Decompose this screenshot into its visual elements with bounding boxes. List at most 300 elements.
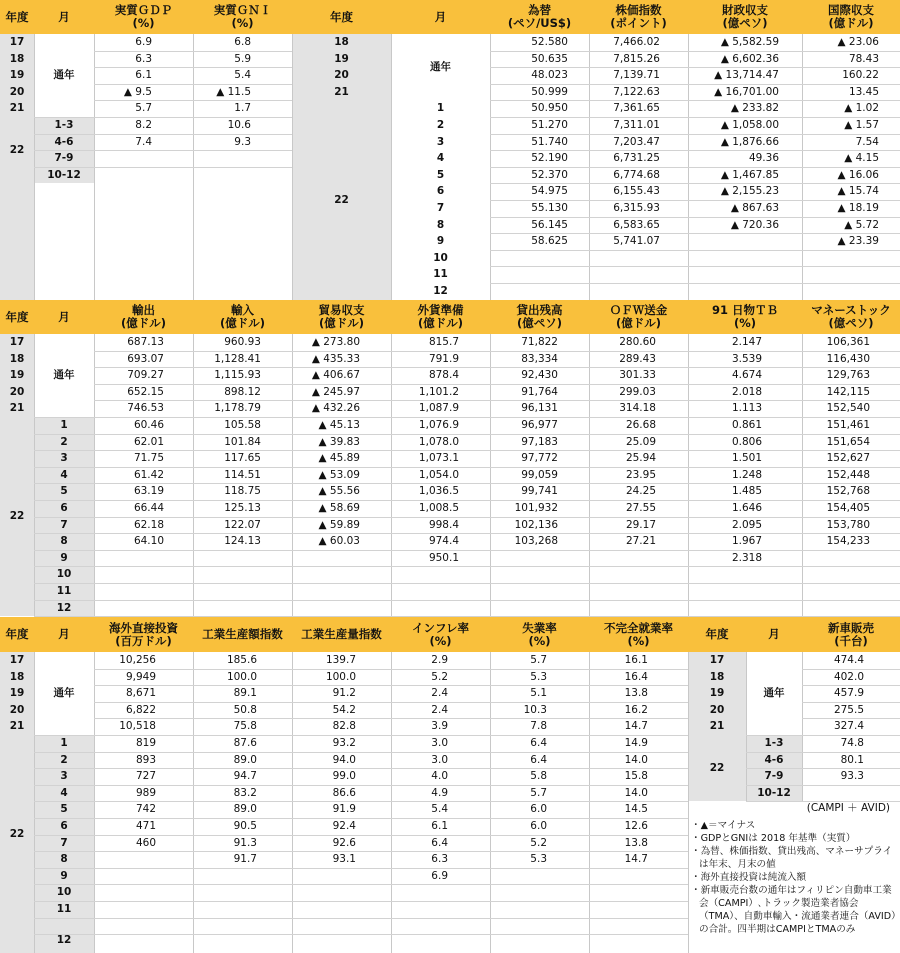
imports-value: 117.65 xyxy=(224,452,261,465)
gni-value: 5.4 xyxy=(234,69,251,82)
footnote: ・GDPとGNIは 2018 年基準（実質） xyxy=(691,833,856,844)
tbill-value: 4.674 xyxy=(731,369,762,382)
industry-header-month2: 月 xyxy=(768,627,780,641)
exports-value: 62.01 xyxy=(133,435,164,448)
month-label: 6 xyxy=(60,502,68,514)
balance-value: ▲ 273.80 xyxy=(311,336,360,348)
trade-header-loans: 貸出残高 (億ペソ) xyxy=(516,303,563,330)
fx-value: 54.975 xyxy=(531,185,568,198)
month-label: 7 xyxy=(436,202,445,214)
balance-value: ▲ 59.89 xyxy=(318,518,360,531)
tbill-value: 2.147 xyxy=(731,336,762,348)
year-label: 22 xyxy=(9,143,25,156)
month-label: 4-6 xyxy=(54,135,74,148)
fx-value: 52.580 xyxy=(531,36,568,48)
month-label: 12 xyxy=(56,934,72,947)
unemp-value: 5.1 xyxy=(530,687,547,700)
macro-section xyxy=(0,0,900,300)
car-year-label: 17 xyxy=(709,654,725,666)
industry-header-fdi: 海外直接投資 (百万ドル) xyxy=(109,620,178,648)
tbill-value: 0.806 xyxy=(731,435,762,448)
money-value: 151,654 xyxy=(826,435,870,448)
fiscal-value: ▲ 1,058.00 xyxy=(720,119,779,131)
industry-header-prod-volume: 工業生産量指数 xyxy=(301,627,382,641)
fx-value: 58.625 xyxy=(531,235,568,248)
fdi-value: 727 xyxy=(135,770,156,783)
gni-value: ▲ 11.5 xyxy=(216,85,251,98)
industry-header-cars: 新車販売 (千台) xyxy=(828,620,874,648)
car-year-label: 22 xyxy=(709,761,725,774)
month-label: 通年 xyxy=(430,60,451,73)
industry-header-year2: 年度 xyxy=(705,627,729,641)
ofw-value: 25.09 xyxy=(625,435,656,448)
gdp-value: 7.4 xyxy=(135,135,152,148)
tbill-value: 1.967 xyxy=(731,535,762,548)
month-label: 9 xyxy=(60,869,68,882)
fdi-value: 8,671 xyxy=(125,687,156,700)
loans-value: 99,059 xyxy=(521,468,558,481)
fx-value: 50.999 xyxy=(531,85,568,98)
exports-value: 63.19 xyxy=(133,485,164,498)
macro-header-year: 年度 xyxy=(5,9,29,24)
prod-volume-value: 139.7 xyxy=(325,654,356,666)
stock-value: 7,815.26 xyxy=(613,52,660,65)
bop-value: ▲ 23.06 xyxy=(837,36,879,48)
exports-value: 71.75 xyxy=(133,452,164,465)
prod-volume-value: 54.2 xyxy=(332,703,356,716)
year-label: 20 xyxy=(9,85,25,98)
fiscal-value: ▲ 867.63 xyxy=(730,202,779,214)
year-label: 17 xyxy=(9,336,25,348)
exports-value: 746.53 xyxy=(127,402,164,415)
underemp-value: 16.2 xyxy=(624,703,648,716)
year-label: 22 xyxy=(9,510,25,523)
tbill-value: 2.318 xyxy=(731,551,762,564)
car-sales-value: 457.9 xyxy=(833,687,864,700)
car-year-label: 19 xyxy=(709,687,725,700)
loans-value: 101,932 xyxy=(514,502,558,514)
car-year-label: 18 xyxy=(709,670,725,683)
stock-value: 5,741.07 xyxy=(613,235,660,248)
prod-volume-value: 86.6 xyxy=(332,786,356,799)
ofw-value: 301.33 xyxy=(619,369,656,382)
gdp-value: 6.3 xyxy=(135,52,152,65)
month-label: 7 xyxy=(60,836,68,849)
stock-value: 6,315.93 xyxy=(613,202,660,214)
row-rule xyxy=(34,600,900,601)
month-label: 3 xyxy=(60,770,68,783)
industry-header-prod-value: 工業生産額指数 xyxy=(202,627,283,641)
fiscal-value: ▲ 5,582.59 xyxy=(720,36,779,48)
car-sales-value: 93.3 xyxy=(840,770,864,783)
prod-volume-value: 92.4 xyxy=(332,820,356,832)
unemp-value: 5.7 xyxy=(530,786,547,799)
car-sales-value: 327.4 xyxy=(833,720,864,733)
fdi-value: 9,949 xyxy=(125,670,156,683)
tbill-value: 2.095 xyxy=(731,518,762,531)
prod-volume-value: 100.0 xyxy=(325,670,356,683)
macro-header-bop: 国際収支 (億ドル) xyxy=(828,3,874,30)
fx-value: 51.270 xyxy=(531,119,568,131)
balance-value: ▲ 60.03 xyxy=(318,535,360,548)
prod-value-value: 50.8 xyxy=(233,703,257,716)
trade-header-month: 月 xyxy=(58,309,70,324)
month-label: 9 xyxy=(436,235,445,248)
month-label: 8 xyxy=(60,535,68,548)
fdi-value: 893 xyxy=(135,753,156,766)
inflation-value: 3.0 xyxy=(431,753,448,766)
month-label: 通年 xyxy=(53,369,75,382)
year-label: 21 xyxy=(9,720,25,733)
month-label: 2 xyxy=(60,753,68,766)
exports-value: 652.15 xyxy=(127,385,164,398)
reserves-value: 815.7 xyxy=(428,336,459,348)
fiscal-value: ▲ 16,701.00 xyxy=(714,85,779,98)
month-label: 6 xyxy=(60,820,68,832)
fdi-value: 10,256 xyxy=(119,654,156,666)
fiscal-value: ▲ 1,467.85 xyxy=(720,168,779,181)
fiscal-value: 49.36 xyxy=(748,152,779,165)
prod-value-value: 90.5 xyxy=(233,820,257,832)
balance-value: ▲ 45.13 xyxy=(318,419,360,431)
month-label: 8 xyxy=(60,853,68,866)
macro-header-month: 月 xyxy=(58,9,70,24)
inflation-value: 6.3 xyxy=(431,853,448,866)
unemp-value: 5.7 xyxy=(530,654,547,666)
prod-volume-value: 93.2 xyxy=(332,737,356,749)
month-label: 12 xyxy=(433,285,448,297)
month-label: 11 xyxy=(433,268,448,281)
underemp-value: 12.6 xyxy=(624,820,648,832)
inflation-value: 2.9 xyxy=(431,654,448,666)
fdi-value: 460 xyxy=(135,836,156,849)
row-rule xyxy=(34,884,688,885)
prod-value-value: 75.8 xyxy=(233,720,257,733)
month-label: 6 xyxy=(436,185,445,198)
bop-value: 160.22 xyxy=(842,69,879,82)
tbill-value: 1.646 xyxy=(731,502,762,514)
money-value: 151,461 xyxy=(826,419,870,431)
gni-value: 10.6 xyxy=(227,119,251,131)
car-month-label: 通年 xyxy=(763,687,785,700)
year-label: 19 xyxy=(334,52,349,65)
reserves-value: 1,073.1 xyxy=(418,452,459,465)
fdi-value: 10,518 xyxy=(119,720,156,733)
row-rule xyxy=(490,283,900,284)
month-label: 4 xyxy=(436,152,445,165)
tbill-value: 1.485 xyxy=(731,485,762,498)
month-label: 7 xyxy=(60,518,68,531)
underemp-value: 16.4 xyxy=(624,670,648,683)
imports-value: 960.93 xyxy=(224,336,261,348)
gdp-value: 8.2 xyxy=(135,119,152,131)
bop-value: 13.45 xyxy=(848,85,879,98)
imports-value: 105.58 xyxy=(224,419,261,431)
ofw-value: 27.55 xyxy=(625,502,656,514)
year-label: 18 xyxy=(9,52,25,65)
reserves-value: 950.1 xyxy=(428,551,459,564)
month-label: 10 xyxy=(56,886,72,899)
row-rule xyxy=(746,801,900,802)
fx-value: 48.023 xyxy=(531,69,568,82)
inflation-value: 6.9 xyxy=(431,869,448,882)
tbill-value: 1.113 xyxy=(731,402,762,415)
car-source-label: (CAMPI ＋ AVID) xyxy=(806,802,890,814)
reserves-value: 1,008.5 xyxy=(418,502,459,514)
loans-value: 99,741 xyxy=(521,485,558,498)
month-label: 1-3 xyxy=(54,119,74,131)
year-label: 21 xyxy=(334,85,349,98)
macro-header-stock: 株価指数 (ポイント) xyxy=(610,3,667,30)
month-label: 5 xyxy=(60,803,68,816)
prod-value-value: 91.7 xyxy=(233,853,257,866)
month-label: 11 xyxy=(56,903,72,915)
balance-value: ▲ 245.97 xyxy=(311,385,360,398)
ofw-value: 29.17 xyxy=(625,518,656,531)
macro-header-gdp: 実質ＧＤＰ (%) xyxy=(114,3,173,30)
imports-value: 118.75 xyxy=(224,485,261,498)
prod-value-value: 94.7 xyxy=(233,770,257,783)
fdi-value: 819 xyxy=(135,737,156,749)
underemp-value: 13.8 xyxy=(624,687,648,700)
underemp-value: 14.7 xyxy=(624,720,648,733)
trade-section xyxy=(0,300,900,617)
unemp-value: 6.4 xyxy=(530,753,547,766)
gdp-value: 5.7 xyxy=(135,102,152,115)
reserves-value: 974.4 xyxy=(428,535,459,548)
reserves-value: 998.4 xyxy=(428,518,459,531)
car-month-label: 4-6 xyxy=(764,753,784,766)
month-label: 2 xyxy=(60,435,68,448)
bop-value: ▲ 23.39 xyxy=(837,235,879,248)
tbill-value: 2.018 xyxy=(731,385,762,398)
loans-value: 97,772 xyxy=(521,452,558,465)
trade-header-reserves: 外貨準備 (億ドル) xyxy=(417,303,464,330)
month-label: 10 xyxy=(56,568,72,581)
prod-volume-value: 99.0 xyxy=(332,770,356,783)
prod-value-value: 89.1 xyxy=(233,687,257,700)
bop-value: 7.54 xyxy=(855,135,879,148)
prod-volume-value: 92.6 xyxy=(332,836,356,849)
prod-volume-value: 93.1 xyxy=(332,853,356,866)
money-value: 153,780 xyxy=(826,518,870,531)
prod-volume-value: 91.2 xyxy=(332,687,356,700)
prod-value-value: 185.6 xyxy=(226,654,257,666)
trade-header-ofw: ＯＦＷ送金 (億ドル) xyxy=(609,303,668,330)
month-label: 通年 xyxy=(53,687,75,700)
reserves-value: 791.9 xyxy=(428,352,459,365)
year-label: 18 xyxy=(334,36,349,48)
fx-value: 52.370 xyxy=(531,168,568,181)
inflation-value: 6.1 xyxy=(431,820,448,832)
car-month-label: 1-3 xyxy=(764,737,784,749)
gdp-value: 6.1 xyxy=(135,69,152,82)
industry-header-month: 月 xyxy=(58,627,70,641)
ofw-value: 280.60 xyxy=(619,336,656,348)
industry-header-year: 年度 xyxy=(5,627,29,641)
gni-value: 5.9 xyxy=(234,52,251,65)
bop-value: ▲ 16.06 xyxy=(837,168,879,181)
macro-header-year2: 年度 xyxy=(330,9,353,24)
imports-value: 1,178.79 xyxy=(214,402,261,415)
macro-header-fiscal: 財政収支 (億ペソ) xyxy=(722,3,768,30)
balance-value: ▲ 45.89 xyxy=(318,452,360,465)
bop-value: ▲ 1.02 xyxy=(844,102,879,115)
year-label: 19 xyxy=(9,69,25,82)
reserves-value: 1,054.0 xyxy=(418,468,459,481)
month-label: 4 xyxy=(60,468,68,481)
prod-volume-value: 94.0 xyxy=(332,753,356,766)
bop-value: 78.43 xyxy=(848,52,879,65)
month-label: 11 xyxy=(56,585,72,597)
prod-value-value: 89.0 xyxy=(233,803,257,816)
prod-value-value: 89.0 xyxy=(233,753,257,766)
fiscal-value: ▲ 720.36 xyxy=(730,218,779,231)
row-rule xyxy=(490,250,900,251)
inflation-value: 2.4 xyxy=(431,687,448,700)
money-value: 142,115 xyxy=(826,385,870,398)
balance-value: ▲ 435.33 xyxy=(311,352,360,365)
balance-value: ▲ 58.69 xyxy=(318,502,360,514)
loans-value: 96,131 xyxy=(521,402,558,415)
fdi-value: 6,822 xyxy=(125,703,156,716)
fdi-value: 989 xyxy=(135,786,156,799)
inflation-value: 4.9 xyxy=(431,786,448,799)
year-label: 18 xyxy=(9,352,25,365)
year-label: 20 xyxy=(334,69,349,82)
unemp-value: 10.3 xyxy=(523,703,547,716)
reserves-value: 1,036.5 xyxy=(418,485,459,498)
underemp-value: 14.7 xyxy=(624,853,648,866)
underemp-value: 13.8 xyxy=(624,836,648,849)
fiscal-value: ▲ 6,602.36 xyxy=(720,52,779,65)
inflation-value: 5.4 xyxy=(431,803,448,816)
year-label: 20 xyxy=(9,385,25,398)
imports-value: 1,128.41 xyxy=(214,352,261,365)
inflation-value: 3.0 xyxy=(431,737,448,749)
month-label: 8 xyxy=(436,218,445,231)
month-label: 1 xyxy=(436,102,445,115)
loans-value: 83,334 xyxy=(521,352,558,365)
bop-value: ▲ 18.19 xyxy=(837,202,879,214)
footnotes xyxy=(691,819,898,936)
ofw-value: 24.25 xyxy=(625,485,656,498)
underemp-value: 14.0 xyxy=(624,753,648,766)
prod-value-value: 91.3 xyxy=(233,836,257,849)
bop-value: ▲ 15.74 xyxy=(837,185,879,198)
gni-value: 9.3 xyxy=(234,135,251,148)
car-sales-value: 402.0 xyxy=(833,670,864,683)
ofw-value: 27.21 xyxy=(625,535,656,548)
unemp-value: 5.2 xyxy=(530,836,547,849)
stock-value: 7,361.65 xyxy=(613,102,660,115)
inflation-value: 5.2 xyxy=(431,670,448,683)
stock-value: 6,583.65 xyxy=(613,218,660,231)
year-label: 18 xyxy=(9,670,25,683)
loans-value: 103,268 xyxy=(514,535,558,548)
imports-value: 124.13 xyxy=(224,535,261,548)
reserves-value: 1,101.2 xyxy=(418,385,459,398)
fiscal-value: ▲ 2,155.23 xyxy=(720,185,779,198)
money-value: 154,233 xyxy=(826,535,870,548)
stock-value: 7,466.02 xyxy=(613,36,660,48)
stock-value: 7,122.63 xyxy=(613,85,660,98)
balance-value: ▲ 432.26 xyxy=(311,402,360,415)
prod-value-value: 83.2 xyxy=(233,786,257,799)
inflation-value: 2.4 xyxy=(431,703,448,716)
gni-value: 6.8 xyxy=(234,36,251,48)
tbill-value: 1.501 xyxy=(731,452,762,465)
industry-header-inflation: インフレ率 (%) xyxy=(411,620,470,648)
unemp-value: 5.3 xyxy=(530,670,547,683)
car-sales-value: 80.1 xyxy=(840,753,864,766)
underemp-value: 14.9 xyxy=(624,737,648,749)
year-label: 20 xyxy=(9,703,25,716)
exports-value: 709.27 xyxy=(127,369,164,382)
macro-header-fx: 為替 (ペソ/US$) xyxy=(507,3,572,30)
month-label: 2 xyxy=(436,119,445,131)
industry-header-unemp: 失業率 (%) xyxy=(522,620,557,648)
loans-value: 97,183 xyxy=(521,435,558,448)
prod-value-value: 100.0 xyxy=(226,670,257,683)
row-rule xyxy=(34,918,688,919)
footnote: ・為替、株価指数、貸出残高、マネーサプライは年末、月末の値 xyxy=(691,846,893,870)
fdi-value: 471 xyxy=(135,820,156,832)
money-value: 129,763 xyxy=(826,369,870,382)
trade-header-exports: 輸出 (億ドル) xyxy=(120,303,166,330)
gni-value: 1.7 xyxy=(234,102,251,115)
fdi-value: 742 xyxy=(135,803,156,816)
fiscal-value: ▲ 13,714.47 xyxy=(714,69,779,82)
reserves-value: 1,076.9 xyxy=(418,419,459,431)
loans-value: 96,977 xyxy=(521,419,558,431)
ofw-value: 314.18 xyxy=(619,402,656,415)
bop-value: ▲ 1.57 xyxy=(844,119,879,131)
unemp-value: 7.8 xyxy=(530,720,547,733)
month-label: 通年 xyxy=(53,69,75,82)
tbill-value: 0.861 xyxy=(731,419,762,431)
trade-header-balance: 貿易収支 (億ドル) xyxy=(318,303,365,330)
reserves-value: 878.4 xyxy=(428,369,459,382)
footnote: ・新車販売台数の通年はフィリピン自動車工業会（CAMPI）､トラック製造業者協会（TMA）、自動車輸入・流通業者連合（AVID）の合計。四半期はCAMPIとTMAのみ xyxy=(691,885,896,935)
inflation-value: 6.4 xyxy=(431,836,448,849)
row-rule xyxy=(34,934,688,935)
year-label: 22 xyxy=(9,828,25,841)
month-label: 4 xyxy=(60,786,68,799)
reserves-value: 1,078.0 xyxy=(418,435,459,448)
balance-value: ▲ 39.83 xyxy=(318,435,360,448)
month-label: 10 xyxy=(433,251,448,264)
month-label: 7-9 xyxy=(54,152,74,165)
month-label: 3 xyxy=(436,135,445,148)
fx-value: 56.145 xyxy=(531,218,568,231)
imports-value: 122.07 xyxy=(224,518,261,531)
loans-value: 92,430 xyxy=(521,369,558,382)
car-year-label: 21 xyxy=(709,720,725,733)
stock-value: 6,731.25 xyxy=(613,152,660,165)
year-label: 17 xyxy=(9,654,25,666)
trade-header-imports: 輸入 (億ドル) xyxy=(219,303,265,330)
fiscal-value: ▲ 1,876.66 xyxy=(720,135,779,148)
bop-value: ▲ 4.15 xyxy=(844,152,879,165)
month-label: 5 xyxy=(436,168,445,181)
unemp-value: 6.0 xyxy=(530,803,547,816)
year-label: 19 xyxy=(9,687,25,700)
ofw-value: 26.68 xyxy=(625,419,656,431)
imports-value: 125.13 xyxy=(224,502,261,514)
money-value: 152,448 xyxy=(826,468,870,481)
prod-volume-value: 82.8 xyxy=(332,720,356,733)
